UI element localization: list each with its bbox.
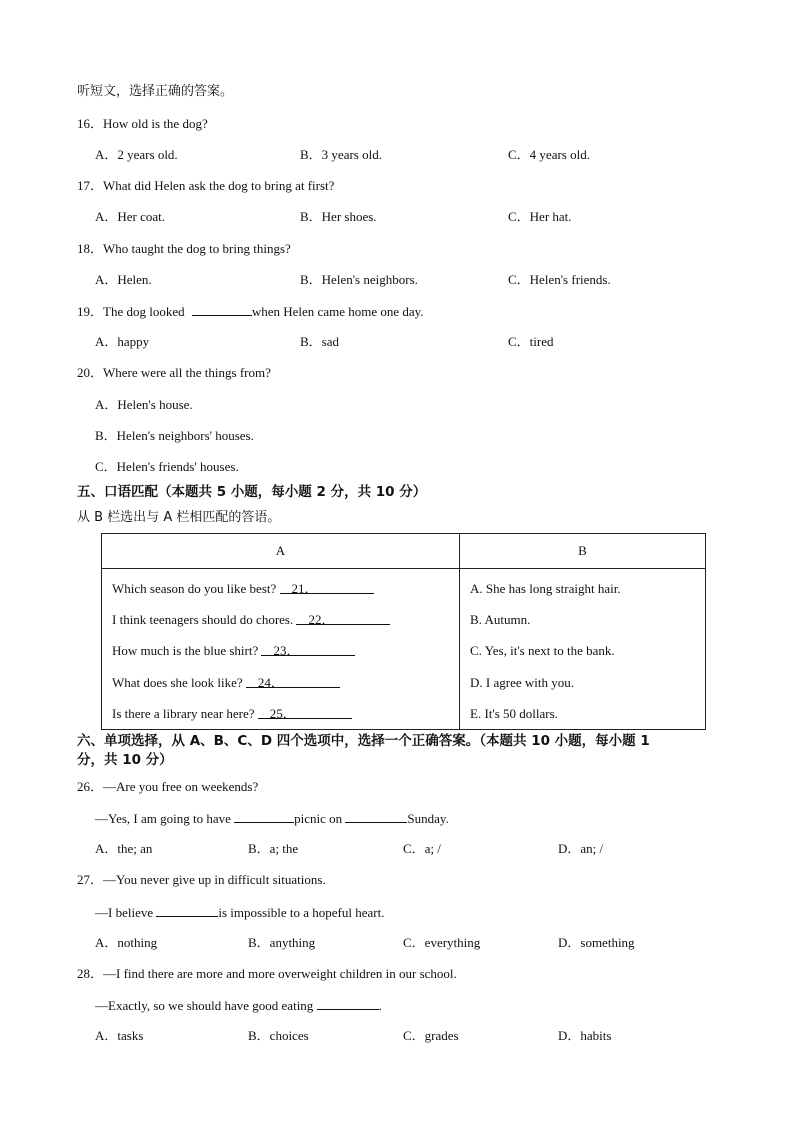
question-number: 26．: [77, 779, 104, 794]
section-5-instruction: 从 B 栏选出与 A 栏相匹配的答语。: [77, 510, 281, 525]
question-20: [77, 365, 271, 381]
blank-number: 22．: [308, 612, 335, 627]
option-27-c: C．everything: [403, 935, 481, 950]
blank-number: 25．: [269, 706, 296, 721]
answer-blank[interactable]: [192, 303, 252, 316]
question-19: [77, 303, 424, 320]
answer-blank[interactable]: [246, 675, 340, 688]
dialogue-text: —I believe: [95, 905, 157, 920]
dialogue-line-1: —I find there are more and more overweight children in our school.: [103, 966, 457, 981]
question-28: [77, 966, 457, 982]
option-17-a: A．Her coat.: [95, 209, 166, 224]
option-18-a: A．Helen.: [95, 272, 152, 287]
match-question: Is there a library near here?: [112, 706, 258, 721]
matching-table: [101, 533, 706, 730]
question-27: [77, 872, 326, 888]
option-20-a: A．Helen's house.: [95, 397, 193, 412]
answer-d: D. I agree with you.: [470, 675, 574, 690]
question-18: [77, 241, 291, 257]
option-19-a: A．happy: [95, 334, 150, 349]
match-row-23: [112, 643, 355, 659]
dialogue-text: Sunday.: [407, 811, 449, 826]
answer-c: C. Yes, it's next to the bank.: [470, 643, 615, 658]
option-27-d: D．something: [558, 935, 635, 950]
option-26-a: A．the; an: [95, 841, 153, 856]
match-row-22: [112, 612, 390, 628]
option-27-a: A．nothing: [95, 935, 158, 950]
answer-blank[interactable]: [234, 810, 294, 823]
match-row-25: [112, 706, 352, 722]
option-18-b: B．Helen's neighbors.: [300, 272, 418, 287]
option-28-c: C．grades: [403, 1028, 459, 1043]
question-16: [77, 116, 208, 132]
dialogue-text: .: [378, 998, 382, 1013]
question-number: 18．: [77, 241, 104, 256]
section-6-title-line1: 六、单项选择，从 A、B、C、D 四个选项中，选择一个正确答案。（本题共 10 小题，每小题 1: [77, 733, 650, 749]
option-17-b: B．Her shoes.: [300, 209, 377, 224]
dialogue-text: picnic on: [294, 811, 346, 826]
question-number: 28．: [77, 966, 104, 981]
answer-blank[interactable]: [258, 706, 352, 719]
option-26-c: C．a; /: [403, 841, 441, 856]
question-number: 17．: [77, 178, 104, 193]
question-number: 16．: [77, 116, 104, 131]
question-27-line2: [95, 904, 384, 921]
option-20-b: B．Helen's neighbors' houses.: [95, 428, 254, 443]
question-number: 27．: [77, 872, 104, 887]
section-6-title-line2: 分，共 10 分）: [77, 752, 173, 768]
dialogue-line-1: —You never give up in difficult situations.: [103, 872, 326, 887]
answer-b: B. Autumn.: [470, 612, 531, 627]
question-text: How old is the dog?: [103, 116, 208, 131]
option-28-a: A．tasks: [95, 1028, 144, 1043]
question-text: What did Helen ask the dog to bring at first?: [103, 178, 335, 193]
column-a-header: A: [102, 534, 460, 569]
answer-blank[interactable]: [261, 643, 355, 656]
question-26: [77, 779, 258, 795]
option-26-b: B．a; the: [248, 841, 299, 856]
listening-instruction: 听短文，选择正确的答案。: [77, 84, 234, 99]
dialogue-text: —Exactly, so we should have good eating: [95, 998, 317, 1013]
answer-blank[interactable]: [296, 612, 390, 625]
option-16-c: C．4 years old.: [508, 147, 590, 162]
option-16-b: B．3 years old.: [300, 147, 382, 162]
blank-number: 23．: [273, 643, 300, 658]
question-text-before: The dog looked: [103, 304, 188, 319]
question-number: 20．: [77, 365, 104, 380]
question-text-after: when Helen came home one day.: [251, 304, 424, 319]
match-question: I think teenagers should do chores.: [112, 612, 297, 627]
option-19-b: B．sad: [300, 334, 340, 349]
blank-number: 21．: [291, 581, 318, 596]
question-number: 19．: [77, 304, 104, 319]
match-question: Which season do you like best?: [112, 581, 280, 596]
column-b-header: B: [460, 534, 706, 569]
answer-blank[interactable]: [317, 997, 379, 1010]
option-28-d: D．habits: [558, 1028, 612, 1043]
column-b-cell: [460, 569, 706, 730]
answer-blank[interactable]: [156, 904, 218, 917]
option-17-c: C．Her hat.: [508, 209, 572, 224]
dialogue-text: —Yes, I am going to have: [95, 811, 235, 826]
question-17: [77, 178, 334, 194]
question-text: Who taught the dog to bring things?: [103, 241, 291, 256]
question-26-line2: [95, 810, 449, 827]
answer-a: A. She has long straight hair.: [470, 581, 621, 596]
dialogue-line-1: —Are you free on weekends?: [103, 779, 259, 794]
option-28-b: B．choices: [248, 1028, 309, 1043]
match-question: How much is the blue shirt?: [112, 643, 262, 658]
match-row-21: [112, 581, 374, 597]
answer-e: E. It's 50 dollars.: [470, 706, 558, 721]
option-18-c: C．Helen's friends.: [508, 272, 611, 287]
section-5-title: 五、口语匹配（本题共 5 小题，每小题 2 分，共 10 分）: [77, 484, 427, 500]
option-26-d: D．an; /: [558, 841, 604, 856]
question-text: Where were all the things from?: [103, 365, 271, 380]
answer-blank[interactable]: [280, 581, 374, 594]
match-question: What does she look like?: [112, 675, 246, 690]
answer-blank[interactable]: [345, 810, 407, 823]
option-27-b: B．anything: [248, 935, 316, 950]
dialogue-text: is impossible to a hopeful heart.: [218, 905, 385, 920]
option-16-a: A．2 years old.: [95, 147, 178, 162]
column-a-cell: [102, 569, 460, 730]
blank-number: 24．: [257, 675, 284, 690]
option-19-c: C．tired: [508, 334, 554, 349]
match-row-24: [112, 675, 340, 691]
option-20-c: C．Helen's friends' houses.: [95, 459, 239, 474]
question-28-line2: [95, 997, 382, 1014]
